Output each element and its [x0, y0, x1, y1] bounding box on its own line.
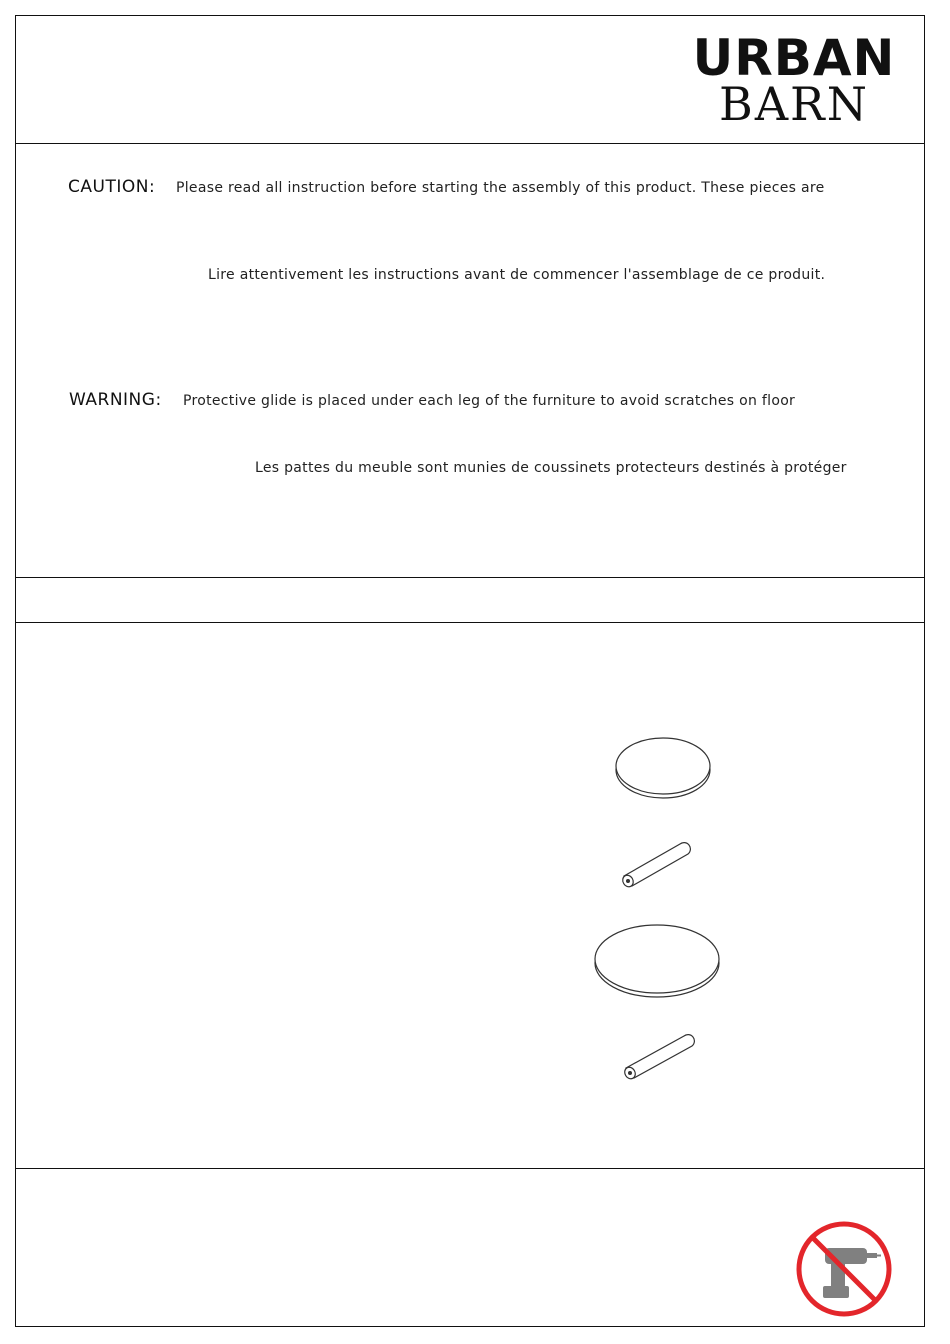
divider-header [15, 143, 925, 144]
caution-text-en: Please read all instruction before starting the assembly of this product. These pieces are [176, 180, 825, 196]
logo-line-urban: URBAN [692, 29, 896, 87]
caution-text-fr: Lire attentivement les instructions avant de commencer l'assemblage de ce produit. [208, 267, 826, 283]
divider-notes [15, 577, 925, 578]
divider-parts [15, 1168, 925, 1169]
logo-line-barn: BARN [719, 77, 869, 131]
page-frame [15, 15, 925, 1327]
warning-label: WARNING: [69, 390, 162, 410]
caution-label: CAUTION: [68, 177, 156, 197]
warning-text-fr: Les pattes du meuble sont munies de coussinets protecteurs destinés à protéger [255, 460, 847, 476]
short-leg-icon [618, 836, 696, 892]
warning-text-en: Protective glide is placed under each leg of the furniture to avoid scratches on floor [183, 393, 796, 409]
large-round-top-icon [590, 916, 726, 1002]
no-power-drill-icon [795, 1220, 893, 1318]
urban-barn-logo [688, 29, 900, 131]
divider-blank-row [15, 622, 925, 623]
small-round-top-icon [610, 732, 716, 802]
long-leg-icon [620, 1028, 700, 1086]
